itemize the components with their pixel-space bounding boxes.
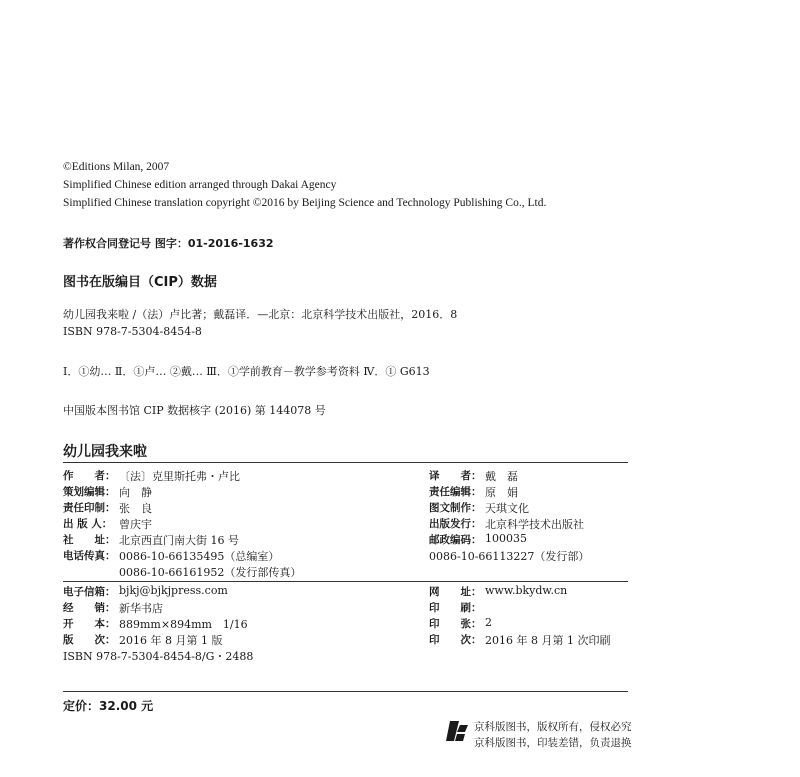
info-value: 张 良 (119, 502, 152, 515)
info-value: 北京科学技术出版社 (485, 518, 584, 531)
price-rule (63, 691, 628, 692)
cip-heading: 图书在版编目（CIP）数据 (63, 275, 217, 290)
info-key: 网 址： (429, 586, 482, 598)
info-key: 出版发行： (429, 518, 482, 530)
book-title: 幼儿园我来啦 (63, 444, 147, 460)
info-value: 戴 磊 (485, 470, 518, 483)
footer-replacement-notice: 京科版图书，印装差错，负责退换 (474, 737, 632, 749)
title-rule (63, 462, 628, 463)
info-key: 印 刷： (429, 602, 482, 614)
info-key: 出 版 人： (63, 518, 113, 530)
info-key: 邮政编码： (429, 534, 482, 546)
info-row (63, 484, 628, 500)
info-row (63, 516, 628, 532)
info-key: 电子信箱： (63, 586, 116, 598)
footer-copyright-notice: 京科版图书，版权所有，侵权必究 (474, 721, 632, 733)
info-value: 天琪文化 (485, 502, 529, 515)
info-value: 〔法〕克里斯托弗・卢比 (119, 470, 240, 483)
info-key: 责任编辑： (429, 486, 482, 498)
info-value: 2 (485, 616, 492, 629)
publisher-logo-icon (446, 719, 470, 743)
info-row (63, 648, 628, 664)
copyright-line-2: Simplified Chinese edition arranged through Dakai Agency (63, 179, 337, 191)
info-value: 2016 年 8 月第 1 次印刷 (485, 634, 611, 647)
info-value: 新华书店 (119, 602, 163, 615)
info-key: 策划编辑： (63, 486, 116, 498)
info-row (63, 548, 628, 564)
info-row (63, 532, 628, 548)
info-key: 开 本： (63, 618, 116, 630)
publication-info-table (63, 468, 628, 664)
info-value: 0086-10-66113227（发行部） (429, 550, 590, 563)
info-key: 版 次： (63, 634, 116, 646)
info-key: 社 址： (63, 534, 116, 546)
info-value: 向 静 (119, 486, 152, 499)
info-key: 作 者： (63, 470, 116, 482)
info-key: 电话传真： (63, 550, 116, 562)
info-value: www.bkydw.cn (485, 584, 568, 597)
info-key: 印 张： (429, 618, 482, 630)
info-value: 0086-10-66161952（发行部传真） (119, 566, 302, 579)
info-row (63, 584, 628, 600)
price: 定价：32.00 元 (63, 699, 154, 713)
info-row (63, 600, 628, 616)
section-divider (63, 581, 628, 582)
info-key: 印 次： (429, 634, 482, 646)
info-value: 北京西直门南大街 16 号 (119, 534, 239, 547)
info-value: 889mm×894mm 1/16 (119, 618, 248, 631)
info-value: ISBN 978-7-5304-8454-8/G・2488 (63, 650, 254, 663)
copyright-line-3: Simplified Chinese translation copyright ©2016 by Beijing Science and Technology Publishing Co., Ltd. (63, 197, 547, 209)
info-row (63, 468, 628, 484)
copyright-line-1: ©Editions Milan, 2007 (63, 161, 170, 173)
info-value: 原 娟 (485, 486, 518, 499)
info-value: 曾庆宇 (119, 518, 152, 531)
info-row (63, 500, 628, 516)
info-key: 图文制作： (429, 502, 482, 514)
info-value: 100035 (485, 532, 527, 545)
cip-entry: 幼儿园我来啦 /（法）卢比著；戴磊译．—北京：北京科学技术出版社，2016．8 (63, 308, 458, 321)
info-value: 2016 年 8 月第 1 版 (119, 634, 223, 647)
info-row (63, 632, 628, 648)
info-key: 译 者： (429, 470, 482, 482)
info-value: 0086-10-66135495（总编室） (119, 550, 280, 563)
cip-isbn: ISBN 978-7-5304-8454-8 (63, 325, 202, 338)
info-row (63, 616, 628, 632)
info-value: bjkj@bjkjpress.com (119, 584, 228, 597)
info-key: 责任印制： (63, 502, 116, 514)
info-row (63, 564, 628, 580)
cip-record: 中国版本图书馆 CIP 数据核字 (2016) 第 144078 号 (63, 404, 326, 417)
cip-classification: Ⅰ．①幼… Ⅱ．①卢… ②戴… Ⅲ．①学前教育－教学参考资料 Ⅳ．① G613 (63, 365, 430, 378)
info-key: 经 销： (63, 602, 116, 614)
registration-number: 著作权合同登记号 图字：01-2016-1632 (63, 237, 274, 250)
